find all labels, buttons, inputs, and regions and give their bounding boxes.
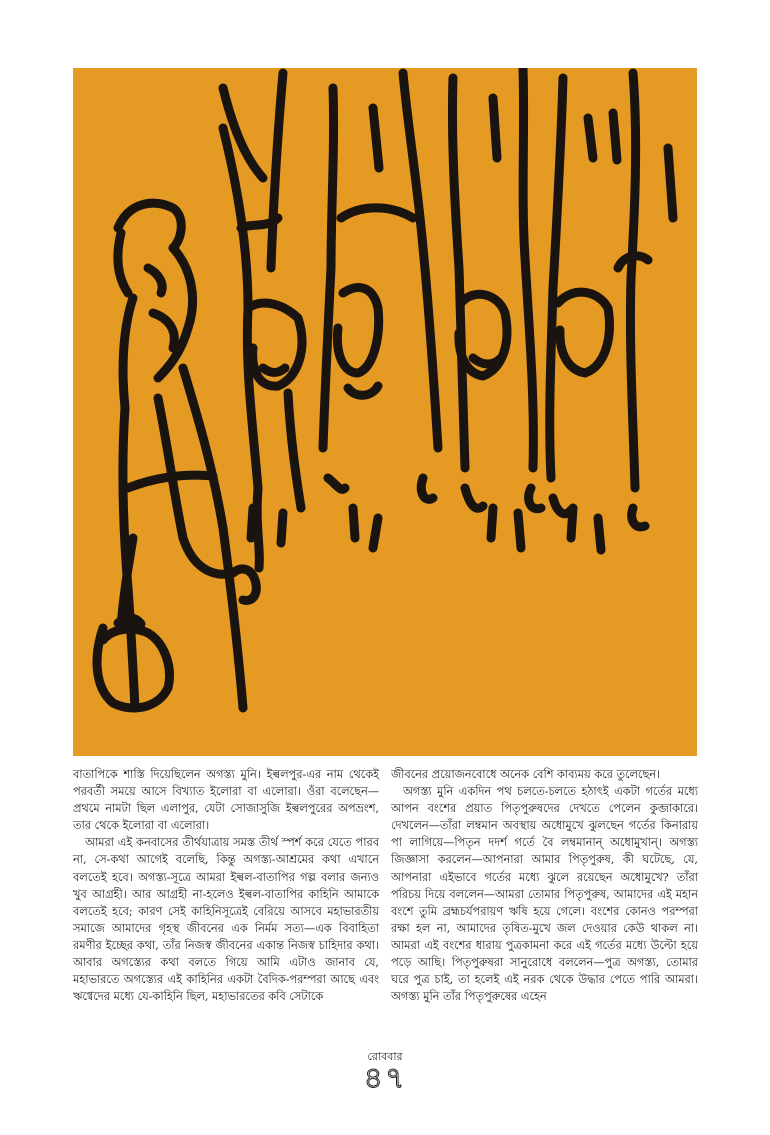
section-name: রোববার	[367, 1050, 403, 1063]
paragraph: বাতাপিকে শাস্তি দিয়েছিলেন অগস্ত্য মুনি। ইল্বলপুর-এর নাম থেকেই পরবর্তী সময়ে আসে বিখ্যাত ইলোরা বা এলোরা। ওঁরা বলেছেন—প্রথমে নামটা ছিল এলাপুর, যেটা সোজাসুজি ইল্বলপুরের অপভ্রংশ, তার থেকে ইলোরা বা এলোরা।	[73, 768, 379, 833]
right-column	[391, 766, 698, 1005]
illustration	[73, 68, 697, 756]
paragraph: জীবনের প্রয়োজনবোধে অনেক বেশি কাব্যময় করে তুলেছেন।	[391, 768, 661, 781]
page-footer	[0, 1050, 770, 1094]
page-number: ৪৭	[363, 1061, 407, 1096]
paragraph: অগস্ত্য মুনি একদিন পথ চলতে-চলতে হঠাৎই একটা গর্তের মধ্যে আপন বংশের প্রয়াত পিতৃপুরুষদের দেখতে পেলেন কুব্জাকারে। দেখলেন—তাঁরা লম্বমান অবস্থায় অধোমুখে ঝুলছেন গর্তের কিনারায় পা লাগিয়ে—পিতৃন দদর্শ গর্তে বৈ লম্বমানান্ অধোমুখান্। অগস্ত্য জিজ্ঞাসা করলেন—আপনারা আমার পিতৃপুরুষ, কী ঘটেছে, যে, আপনারা এইভাবে গর্তের মধ্যে ঝুলে রয়েছেন অধোমুখে? তাঁরা পরিচয় দিয়ে বললেন—আমরা তোমার পিতৃপুরুষ, আমাদের এই মহান বংশে তুমি ব্রহ্মচর্যপরায়ণ ঋষি হয়ে গেলে। বংশের কোনও পরম্পরা রক্ষা হল না, আমাদের তৃষিত-মুখে জল দেওয়ার কেউ থাকল না। আমরা এই বংশের ধারায় পুত্রকামনা করে এই গর্তের মধ্যে উল্টো হয়ে পড়ে আছি। পিতৃপুরুষরা সানুরোধে বললেন—পুত্র অগস্ত্য, তোমার ঘরে পুত্র চাই, তা হলেই এই নরক থেকে উদ্ধার পেতে পারি আমরা। অগস্ত্য মুনি তাঁর পিতৃপুরুষের এহেন	[391, 785, 698, 1004]
paragraph: আমরা এই কনবাসের তীর্থযাত্রায় সমস্ত তীর্থ স্পর্শ করে যেতে পারব না, সে-কথা আগেই বলেছি, কিন্তু অগস্ত্য-আশ্রমের কথা এখানে বলতেই হবে। অগস্ত্য-সূত্রে আমরা ইল্বল-বাতাপির গল্প বলার জন্যও খুব আগ্রহী। আর আগ্রহী না-হলেও ইল্বল-বাতাপির কাহিনি আমাকে বলতেই হবে; কারণ সেই কাহিনিসূত্রেই বেরিয়ে আসবে মহাভারতীয় সমাজে আমাদের গৃহস্থ জীবনের এক নির্মম সত্য—এক বিবাহিতা রমণীর ইচ্ছের কথা, তাঁর নিজস্ব জীবনের একান্ত নিজস্ব চাহিদার কথা। আবার অগস্ত্যের কথা বলতে গিয়ে আমি এটাও জানাব যে, মহাভারতে অগস্ত্যের এই কাহিনির একটা বৈদিক-পরম্পরা আছে এবং ঋগ্বেদের মধ্যে যে-কাহিনি ছিল, মহাভারতের কবি সেটাকে	[73, 836, 379, 1004]
left-column	[73, 766, 379, 1005]
sage-and-ancestors-drawing	[73, 68, 697, 756]
